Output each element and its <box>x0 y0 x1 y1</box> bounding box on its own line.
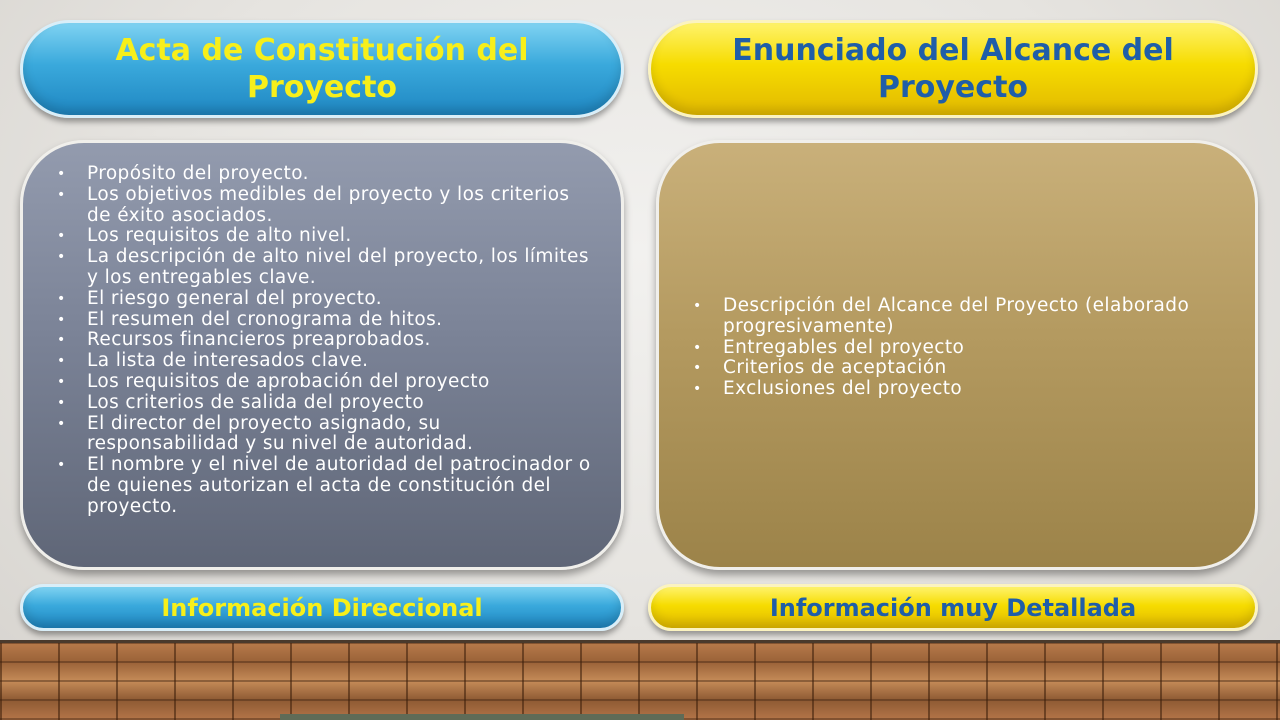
list-item: • Descripción del Alcance del Proyecto (elaborado progresivamente) <box>687 296 1227 338</box>
list-item: • Propósito del proyecto. <box>51 164 591 185</box>
right-footer-pill <box>648 584 1258 631</box>
list-item: • Exclusiones del proyecto <box>687 379 1227 400</box>
list-item: • Criterios de aceptación <box>687 358 1227 379</box>
right-title-pill <box>648 20 1258 118</box>
list-item: • Los requisitos de alto nivel. <box>51 226 591 247</box>
list-item: • El director del proyecto asignado, su responsabilidad y su nivel de autoridad. <box>51 414 591 456</box>
list-item: • Los criterios de salida del proyecto <box>51 393 591 414</box>
list-item: • El riesgo general del proyecto. <box>51 289 591 310</box>
left-title: Acta de Constitución del Proyecto <box>115 33 529 105</box>
list-item: • La descripción de alto nivel del proyecto, los límites y los entregables clave. <box>51 247 591 289</box>
right-footer: Información muy Detallada <box>769 593 1137 622</box>
left-bullet-list <box>51 164 591 518</box>
floor-strip <box>280 714 684 720</box>
left-footer-pill <box>20 584 624 631</box>
list-item: • La lista de interesados clave. <box>51 351 591 372</box>
list-item: • Los requisitos de aprobación del proyecto <box>51 372 591 393</box>
list-item: • Los objetivos medibles del proyecto y los criterios de éxito asociados. <box>51 185 591 227</box>
list-item: • Recursos financieros preaprobados. <box>51 330 591 351</box>
wooden-floor <box>0 643 1280 720</box>
list-item: • El nombre y el nivel de autoridad del patrocinador o de quienes autorizan el acta de constitución del proyecto. <box>51 455 591 517</box>
list-item: • Entregables del proyecto <box>687 338 1227 359</box>
left-title-pill <box>20 20 624 118</box>
right-bullet-list <box>687 296 1227 400</box>
list-item: • El resumen del cronograma de hitos. <box>51 310 591 331</box>
left-footer: Información Direccional <box>161 593 483 622</box>
left-content-panel <box>20 140 624 570</box>
right-content-panel <box>656 140 1258 570</box>
right-title: Enunciado del Alcance del Proyecto <box>732 33 1174 105</box>
